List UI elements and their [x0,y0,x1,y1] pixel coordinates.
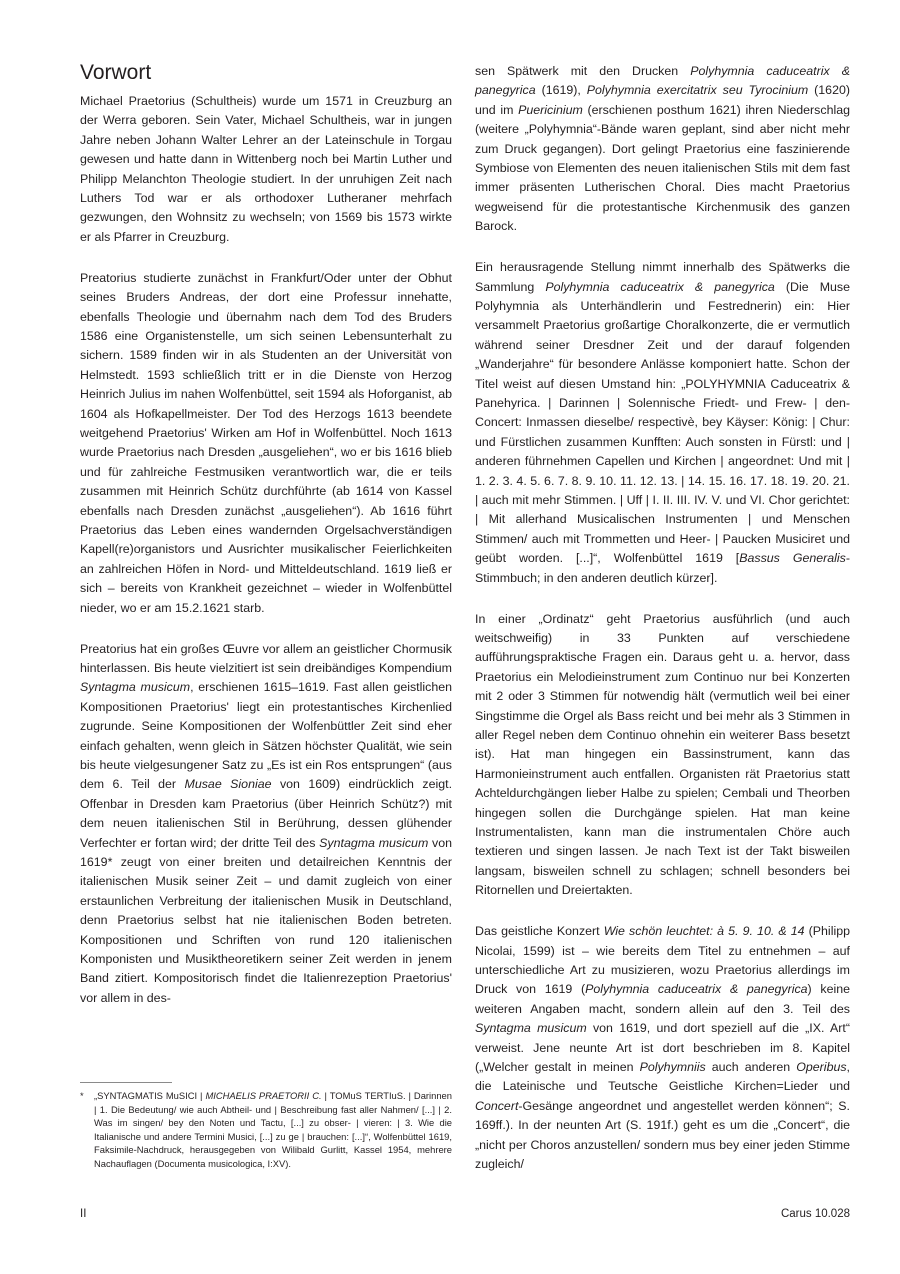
text-run: auch anderen [705,1060,797,1074]
italic-title: Polyhymnia exercitatrix seu Tyrocinium [586,83,809,98]
page-title: Vorwort [80,61,152,84]
italic-title: Syntagma musicum [80,680,191,695]
paragraph-biography-1: Michael Praetorius (Schultheis) wurde um 1571 in Creuzburg an der Werra geboren. Sein Vater, Michael Schultheis, war in jungen Jahre neben Johann Walter Lehrer an der Lateinschule in Torgau gewesen und hatte dann in Wittenberg noch bei Martin Luther und Philipp Melanchton Theologie studiert. In der unruhigen Zeit nach Luthers Tod war er als orthodoxer Lutheraner mehrfach gezwungen, den Wohnsitz zu wechseln; von 1569 bis 1573 wirkte er als Pfarrer in Creuzburg. [80,94,452,244]
text-run: von 1619* zeugt von einer breiten und detailreichen Kenntnis der italienischen Musik seiner Zeit – und damit zugleich von einer erstaunlichen Verbreitung der italienischen Musik in Deutschland, denn Praetorius selbst hat nie italienischen Boden betreten. Kompositionen und Schriften von rund 120 italienischen Komponisten und Musiktheoretikern seiner Zeit werden in jenem Band zitiert. Kompositorisch findet die Italienrezeption Praetorius' vor allem in des- [80,835,452,1005]
italic-title: Operibus [796,1060,847,1074]
left-column [80,60,452,1030]
text-run: ) keine weiteren Angaben macht, sondern allein auf den 3. Teil des [475,982,850,1016]
text-run: Preatorius hat ein großes Œuvre vor allem an geistlicher Chormusik hinterlassen. Bis heute vielzitiert ist sein dreibändiges Kompendium [80,641,452,675]
italic-title: Syntagma musicum [319,835,429,850]
italic-title: MICHAELIS PRAETORII C. [205,1090,322,1101]
italic-title: Polyhymnia caduceatrix & panegyrica [475,64,850,98]
paragraph-polyhymnia [475,258,850,588]
italic-title: Polyhymniis [639,1060,706,1074]
italic-title: Polyhymnia caduceatrix & panegyrica [585,982,808,997]
footnote [80,1089,452,1171]
text-run: (Philipp Nicolai, 1599) ist – wie bereits dem Titel zu entnehmen – auf unterschiedliche Art zu musizieren, wozu Praetorius allerdings im Druck von 1619 ( [475,924,850,997]
text-run: (erschienen posthum 1621) ihren Niederschlag (weitere „Polyhymnia“-Bände waren geplant, sind aber nicht mehr zum Druck gegangen). Dort gelingt Praetorius eine faszinierende Symbiose von Elementen des neuen italienischen Stils mit dem fast immer präsenten Lutherischen Choral. Dies macht Praetorius wegweisend für die protestantische Kirchenmusik des ganzen Barock. [475,102,850,234]
text-run: von 1609) eindrücklich zeigt. Offenbar in Dresden kam Praetorius (über Heinrich Schütz?) mit dem neuen italienischen Stil in Berührung, dessen glühender Verfechter er fortan wird; der dritte Teil des [80,777,453,850]
right-column [475,62,850,1196]
catalog-number: Carus 10.028 [780,1208,850,1220]
text-run: -Gesänge angeordnet und angestellet werden können“; S. 169ff.). In der neunten Art (S. 191f.) geht es um die „Concert“, die „nicht per Choros anzustellen/ sondern mus bey einer jeden Stimme zugleich/ [475,1098,850,1172]
text-run: von 1619, und dort speziell auf die „IX. Art“ verweist. Jene neunte Art ist dort beschrieben im 8. Kapitel („Welcher gestalt in meinen [475,1021,850,1074]
footnote-text [80,1089,452,1171]
text-run: , erschienen 1615–1619. Fast allen geistlichen Kompositionen Praetorius' liegt ein protestantisches Kirchenlied zugrunde. Seine Kompositionen der Wolfenbüttler Zeit sind eher einfach gehalten, wenn gleich in Sätzen höchster Qualität, wie sein bis heute vielgesungener Satz zu „Es ist ein Ros entsprungen“ (aus dem 6. Teil der [80,680,452,792]
text-run: , die Lateinische und Teutsche Geistliche Kirchen=Lieder und [475,1060,850,1094]
text-run: (Die Muse Polyhymnia als Unterhändlerin und Festrednerin) ein: Hier versammelt Praetorius großartige Choralkonzerte, die er vermutlich während seiner Dresdner Zeit und der darauf folgenden „Wanderjahre“ für besondere Anlässe komponiert hatte. Schon der Titel weist auf diesen Umstand hin: „POLYHYMNIA Caduceatrix & Panehyrica. | Darinnen | Solennische Friedt- und Frew- | den-Concert: Inmassen dieselbe/ respectivè, bey Käyser: König: | Chur: und Fürstlichen zusammen Kunfften: Auch sonsten in Fürstl: und | anderen führnehmen Capellen und Kirchen | angeordnet: Und mit | 1. 2. 3. 4. 5. 6. 7. 8. 9. 10. 11. 12. 13. | 14. 15. 16. 17. 18. 19. 20. 21. | auch mit mehr Stimmen. | Uff | I. II. III. IV. V. und VI. Chor gerichtet: | Mit allerhand Musicalischen Instrumenten | und Menschen Stimmen/ auch mit Trommetten und Heer- | Paucken Musiciret und geübt worden. [...]“, Wolfenbüttel 1619 [ [475,279,851,566]
text-run: sen Spätwerk mit den Drucken [475,64,691,78]
text-run: (1619), [535,83,587,98]
italic-title: Puericinium [518,102,583,117]
italic-title: Syntagma musicum [475,1021,587,1036]
paragraph-ordinatz: In einer „Ordinatz“ geht Praetorius ausführlich (und auch weitschweifig) in 33 Punkten auf verschiedene aufführungspraktische Fragen ein. Daraus geht u. a. hervor, dass Praetorius ein Melodieinstrument zum Continuo nur bei Konzerten mit 2 oder 3 Stimmen für notwendig hält (vermutlich weil bei einer Singstimme die Orgel als Bass reicht und bei mehr als 3 Stimmen in aller Regel neben dem Continuo ohnehin ein weiterer Bass besetzt ist). Hat man hingegen ein Bassinstrument, kann das Harmonieinstrument auch entfallen. Organisten rät Praetorius statt Achteldurchgängen lieber Halbe zu spielen; Cembali und Theorben hingegen sollen die Durchgänge spielen. Hat man keine Instrumentalisten, kann man die instrumentalen Chöre auch textieren und singen lassen. Je nach Text ist der Takt bisweilen langsam, bisweilen schnell zu schlagen; schnell besonders bei Ritornellen und Dreiertakten. [475,611,850,898]
italic-title: Polyhymnia caduceatrix & panegyrica [545,279,775,294]
text-run: (1620) und im [475,83,850,117]
text-run: | TOMuS TERTIuS. | Darinnen | 1. Die Bedeutung/ wie auch Abtheil- und | Beschreibung fast aller Nahmen/ [...] | 2. Was im singen/ bey den Noten und Tactu, [...] zu obser- | vieren: | 3. Wie die Italianische und andere Termini Musici, [...] zu ge | brauchen: [...]“, Wolfenbüttel 1619, Faksimile-Nachdruck, herausgegeben von Wilibald Gurlitt, Kassel 1954, mehrere Nachauflagen (Documenta musicologica, I:XV). [94,1090,452,1169]
italic-title: Bassus Generalis [739,551,846,566]
text-run: Ein herausragende Stellung nimmt innerhalb des Spätwerks die Sammlung [475,260,850,294]
paragraph-concert [475,922,850,1174]
italic-title: Concert [475,1098,519,1113]
footnote-mark: * [80,1090,84,1101]
paragraph-biography-2: Preatorius studierte zunächst in Frankfurt/Oder unter der Obhut seines Bruders Andreas, der dort eine Professur innehatte, ebenfalls Theologie und übernahm nach dem Tod des Bruders 1586 eine Organistenstelle, um sich seinen Lebensunterhalt zu sichern. 1589 finden wir in als Studenten an der Universität von Helmstedt. 1593 schließlich tritt er in die Dienste von Herzog Heinrich Julius im nahen Wolfenbüttel, seit 1594 als Hoforganist, ab 1604 als Hofkapellmeister. Der Tod des Herzogs 1613 beendete weitgehend Praetorius' Wirken am Hof in Wolfenbüttel. Noch 1613 wurde Praetorius nach Dresden „ausgeliehen“, wo er bis 1616 blieb und für zahlreiche Festmusiken verantwortlich war, die er teils zusammen mit Heinrich Schütz durchführte (ab 1614 von Kassel ebenfalls nach Dresden zunächst „ausgeliehen“). Ab 1616 führt Praetorius das Leben eines wandernden Orgelsachverständigen Kapell(re)organistors und Ausrichter musikalischer Feierlichkeiten an zahlreichen Höfen in Nord- und Mitteldeutschland. 1619 ließ er sich – bereits von Krankheit gezeichnet – wieder in Wolfenbüttel nieder, wo er am 15.2.1621 starb. [80,270,452,615]
paragraph-oeuvre [80,640,452,1009]
italic-title: Musae Sioniae [184,777,272,792]
text-run: Das geistliche Konzert [475,924,604,939]
footnote-divider [80,1082,172,1083]
text-run: „SYNTAGMATIS MuSICI | [94,1090,206,1101]
text-run: -Stimmbuch; in den anderen deutlich kürzer]. [475,551,850,585]
page-number: II [80,1208,87,1220]
paragraph-late-works [475,62,850,237]
italic-title: Wie schön leuchtet: à 5. 9. 10. & 14 [603,924,805,939]
